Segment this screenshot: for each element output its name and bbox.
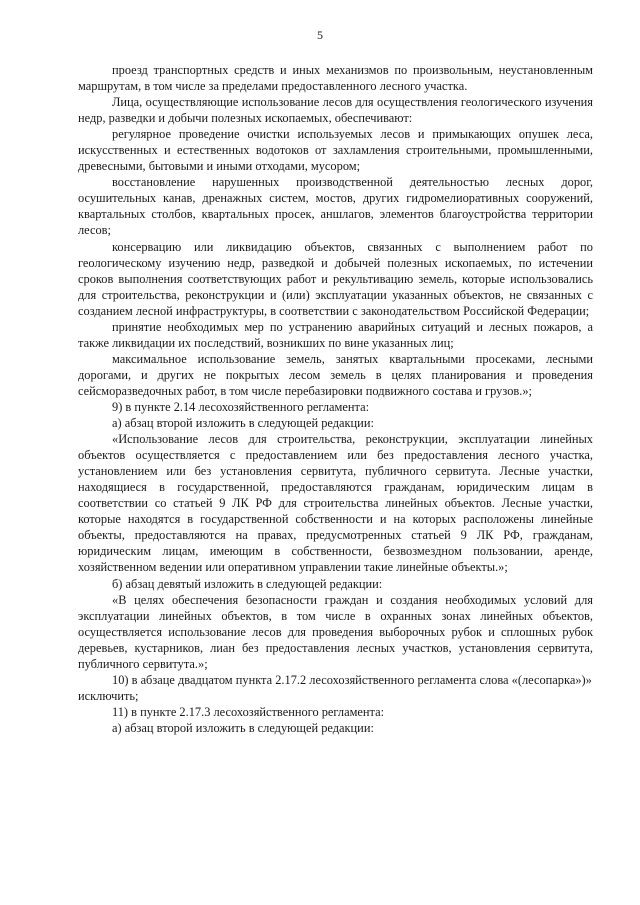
paragraph-13: 10) в абзаце двадцатом пункта 2.17.2 лесохозяйственного регламента слова «(лесопарка»)» исключить; — [78, 672, 592, 703]
paragraph-3: регулярное проведение очистки используемых лесов и примыкающих опушек леса, искусственных и естественных водотоков от захламления строительными, промышленными, древесными, бытовыми и иными отходами, мусором; — [78, 127, 593, 174]
paragraph-11: б) абзац девятый изложить в следующей редакции: — [112, 576, 383, 591]
document-body — [78, 62, 593, 736]
paragraph-2: Лица, осуществляющие использование лесов для осуществления геологического изучения недр, разведки и добычи полезных ископаемых, обеспечивают: — [78, 95, 593, 126]
paragraph-8: 9) в пункте 2.14 лесохозяйственного регламента: — [112, 399, 370, 414]
paragraph-10: «Использование лесов для строительства, реконструкции, эксплуатации линейных объектов осуществляется с предоставлением или без предоставления лесного участка, установлением или без установления сервитута, публичного сервитута. Лесные участки, находящиеся в государственной, предоставляются гражданам, юридическим лицам в соответствии со статьей 9 ЛК РФ для строительства линейных объектов. Лесные участки, которые находятся в государственной собственности и на которых расположены линейные объекты, предоставляются на правах, предусмотренных статьей 9 ЛК РФ, гражданам, юридическим лицам, имеющим в собственности, безвозмездном пользовании, аренде, хозяйственном ведении или оперативном управлении такие линейные объекты.»; — [78, 432, 593, 575]
paragraph-9: а) абзац второй изложить в следующей редакции: — [112, 416, 374, 431]
paragraph-1: проезд транспортных средств и иных механизмов по произвольным, неустановленным маршрутам, в том числе за пределами предоставленного лесного участка. — [78, 63, 593, 94]
paragraph-4: восстановление нарушенных производственной деятельностью лесных дорог, осушительных канав, дренажных систем, мостов, других гидромелиоративных сооружений, квартальных столбов, квартальных просек, аншлагов, элементов благоустройства территории лесов; — [78, 175, 593, 238]
page-number: 5 — [317, 28, 323, 42]
paragraph-14: 11) в пункте 2.17.3 лесохозяйственного регламента: — [112, 704, 385, 719]
paragraph-12: «В целях обеспечения безопасности граждан и создания необходимых условий для эксплуатации линейных объектов, в том числе в охранных зонах линейных объектов, осуществляется использование лесов для проведения выборочных рубок и сплошных рубок деревьев, кустарников, лиан без предоставления лесных участков, установления сервитута, публичного сервитута.»; — [78, 592, 593, 671]
paragraph-7: максимальное использование земель, занятых квартальными просеками, лесными дорогами, и других не покрытых лесом земель в целях планирования и проведения сейсморазведочных работ, в том числе перебазировки подвижного состава и грузов.»; — [78, 351, 593, 398]
paragraph-15: а) абзац второй изложить в следующей редакции: — [112, 720, 374, 735]
paragraph-5: консервацию или ликвидацию объектов, связанных с выполнением работ по геологическому изучению недр, разведкой и добычей полезных ископаемых, по истечении сроков выполнения соответствующих работ и рекультивацию земель, которые использовались для строительства, реконструкции и (или) эксплуатации указанных объектов, не связанных с созданием лесной инфраструктуры, в соответствии с законодательством Российской Федерации; — [78, 239, 593, 318]
paragraph-6: принятие необходимых мер по устранению аварийных ситуаций и лесных пожаров, а также ликвидации их последствий, возникших по вине указанных лиц; — [78, 319, 593, 350]
